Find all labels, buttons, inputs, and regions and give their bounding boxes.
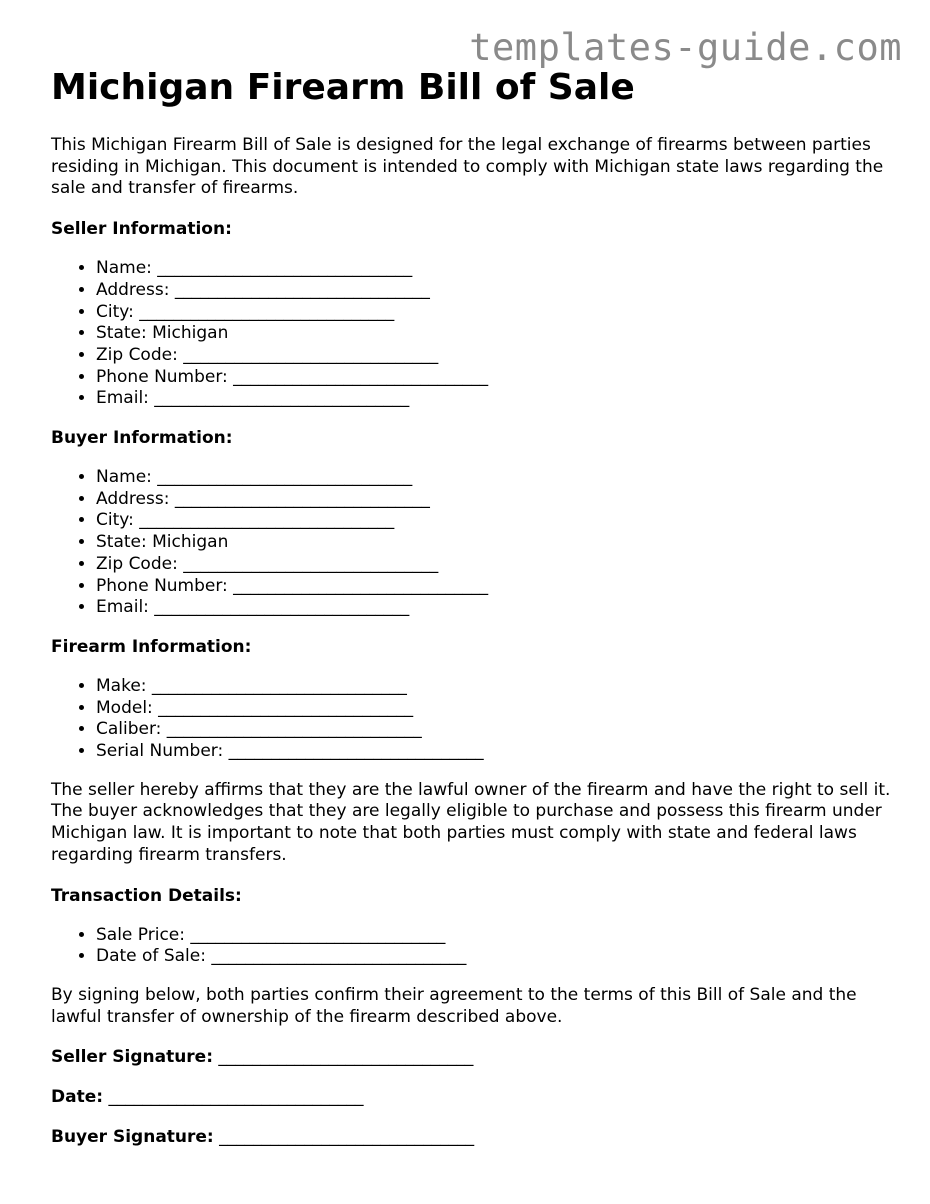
closing-paragraph: By signing below, both parties confirm their agreement to the terms of this Bill of Sale and the lawful transfer of ownership of the firearm described above. <box>51 984 857 1027</box>
seller-name-field[interactable]: • Name: ______________________________ <box>96 258 891 280</box>
buyer-phone-field[interactable]: • Phone Number: ______________________________ <box>96 576 891 598</box>
affirmation-paragraph: The seller hereby affirms that they are the lawful owner of the firearm and have the right to sell it. The buyer acknowledges that they are legally eligible to purchase and possess this firearm under Michigan law. It is important to note that both parties must comply with state and federal laws regarding firearm transfers. <box>51 779 891 865</box>
seller-phone-field[interactable]: • Phone Number: ______________________________ <box>96 367 891 389</box>
watermark: templates-guide.com <box>469 26 902 69</box>
seller-signature-label: Seller Signature: <box>51 1047 214 1068</box>
buyer-city-field[interactable]: • City: ______________________________ <box>96 510 891 532</box>
sale-price-field[interactable]: • Sale Price: ______________________________ <box>96 925 891 947</box>
seller-state-field: • State: Michigan <box>96 323 891 345</box>
buyer-state-field: • State: Michigan <box>96 532 891 554</box>
buyer-list <box>51 467 891 619</box>
buyer-zip-field[interactable]: • Zip Code: ______________________________ <box>96 554 891 576</box>
transaction-list <box>51 925 891 968</box>
date-of-sale-field[interactable]: • Date of Sale: ______________________________ <box>96 946 891 968</box>
firearm-model-field[interactable]: • Model: ______________________________ <box>96 698 891 720</box>
page-title: Michigan Firearm Bill of Sale <box>51 67 635 108</box>
buyer-signature-label: Buyer Signature: <box>51 1127 214 1148</box>
seller-address-field[interactable]: • Address: ______________________________ <box>96 280 891 302</box>
seller-email-field[interactable]: • Email: ______________________________ <box>96 388 891 410</box>
buyer-heading: Buyer Information: <box>51 428 233 449</box>
firearm-list <box>51 676 891 763</box>
firearm-serial-field[interactable]: • Serial Number: ______________________________ <box>96 741 891 763</box>
date-label: Date: <box>51 1087 104 1108</box>
seller-list <box>51 258 891 410</box>
buyer-name-field[interactable]: • Name: ______________________________ <box>96 467 891 489</box>
seller-signature-row[interactable] <box>51 1047 891 1068</box>
buyer-signature-line[interactable]: ______________________________ <box>219 1127 475 1148</box>
seller-signature-line[interactable]: ______________________________ <box>218 1047 474 1068</box>
buyer-email-field[interactable]: • Email: ______________________________ <box>96 597 891 619</box>
buyer-signature-row[interactable] <box>51 1127 891 1148</box>
firearm-make-field[interactable]: • Make: ______________________________ <box>96 676 891 698</box>
date-line[interactable]: ______________________________ <box>108 1087 364 1108</box>
intro-paragraph: This Michigan Firearm Bill of Sale is designed for the legal exchange of firearms between parties residing in Michigan. This document is intended to comply with Michigan state laws regarding the sale and transfer of firearms. <box>51 135 884 199</box>
seller-zip-field[interactable]: • Zip Code: ______________________________ <box>96 345 891 367</box>
buyer-address-field[interactable]: • Address: ______________________________ <box>96 489 891 511</box>
seller-city-field[interactable]: • City: ______________________________ <box>96 302 891 324</box>
firearm-caliber-field[interactable]: • Caliber: ______________________________ <box>96 719 891 741</box>
date-signature-row[interactable] <box>51 1087 891 1108</box>
transaction-heading: Transaction Details: <box>51 885 242 906</box>
firearm-heading: Firearm Information: <box>51 636 252 657</box>
document <box>51 66 891 1148</box>
seller-heading: Seller Information: <box>51 219 232 240</box>
